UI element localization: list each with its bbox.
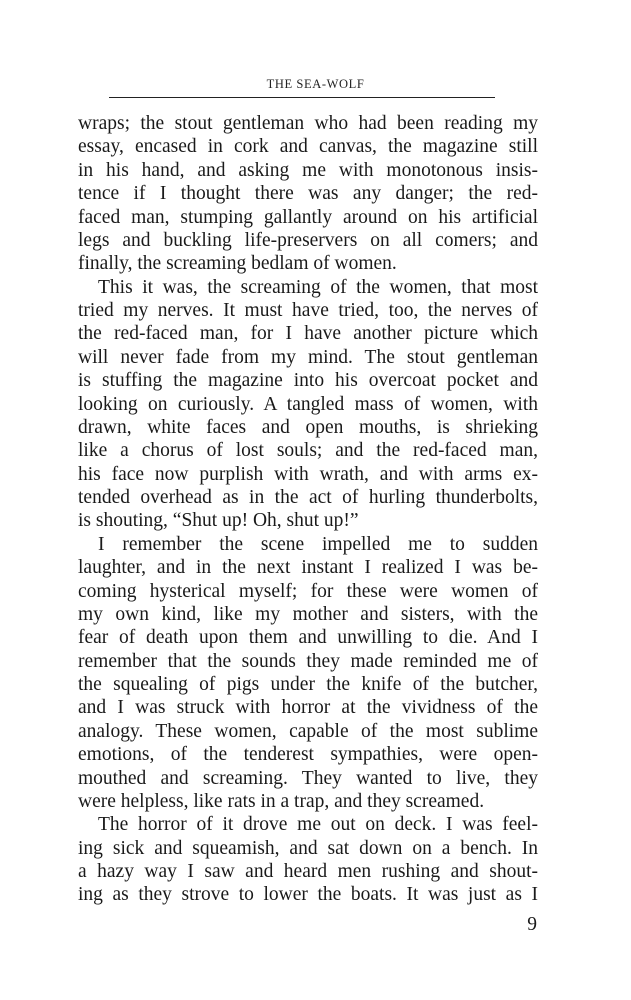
text-line: will never fade from my mind. The stout gentleman: [78, 346, 538, 368]
text-line: tried my nerves. It must have tried, too, the nerves of: [78, 300, 538, 321]
text-line: This it was, the screaming of the women, that most: [98, 276, 538, 298]
text-line: finally, the screaming bedlam of women.: [78, 253, 397, 275]
text-line: remember that the sounds they made reminded me of: [78, 650, 538, 672]
text-line: essay, encased in cork and canvas, the magazine still: [78, 136, 538, 158]
text-line: looking on curiously. A tangled mass of women, with: [78, 393, 538, 415]
text-line: drawn, white faces and open mouths, is shrieking: [78, 416, 538, 438]
text-line: wraps; the stout gentleman who had been reading my: [78, 113, 538, 134]
text-line: were helpless, like rats in a trap, and they screamed.: [78, 790, 485, 812]
text-line: my own kind, like my mother and sisters, with the: [78, 603, 538, 625]
page-number: 9: [527, 914, 537, 935]
body-text: [78, 112, 538, 907]
text-line: a hazy way I saw and heard men rushing and shout-: [78, 861, 538, 882]
text-line: fear of death upon them and unwilling to die. And I: [78, 627, 538, 649]
text-line: the red-faced man, for I have another picture which: [78, 323, 538, 345]
text-line: analogy. These women, capable of the most sublime: [78, 720, 538, 742]
text-line: tended overhead as in the act of hurling thunderbolts,: [78, 487, 538, 508]
text-line: like a chorus of lost souls; and the red-faced man,: [78, 440, 538, 462]
text-line: laughter, and in the next instant I realized I was be-: [78, 557, 538, 579]
text-line: and I was struck with horror at the vividness of the: [78, 697, 538, 719]
text-line: is stuffing the magazine into his overcoat pocket and: [78, 370, 538, 392]
text-line: I remember the scene impelled me to sudden: [98, 533, 538, 555]
text-line: is shouting, “Shut up! Oh, shut up!”: [78, 510, 359, 532]
header-rule: [109, 97, 495, 98]
text-line: tence if I thought there was any danger; the red-: [78, 183, 538, 205]
text-line: emotions, of the tenderest sympathies, were open-: [78, 744, 538, 766]
text-line: the squealing of pigs under the knife of the butcher,: [78, 674, 538, 695]
text-line: in his hand, and asking me with monotonous insis-: [78, 159, 538, 181]
text-line: faced man, stumping gallantly around on his artificial: [78, 206, 538, 228]
text-line: mouthed and screaming. They wanted to live, they: [78, 767, 538, 789]
running-head-title: THE SEA-WOLF: [266, 77, 365, 91]
text-line: ing sick and squeamish, and sat down on a bench. In: [78, 837, 538, 859]
text-line: coming hysterical myself; for these were women of: [78, 580, 538, 602]
text-line: The horror of it drove me out on deck. I was feel-: [98, 814, 538, 836]
text-line: his face now purplish with wrath, and with arms ex-: [78, 463, 538, 485]
text-line: legs and buckling life-preservers on all comers; and: [78, 229, 538, 251]
text-line: ing as they strove to lower the boats. It was just as I: [78, 884, 538, 906]
